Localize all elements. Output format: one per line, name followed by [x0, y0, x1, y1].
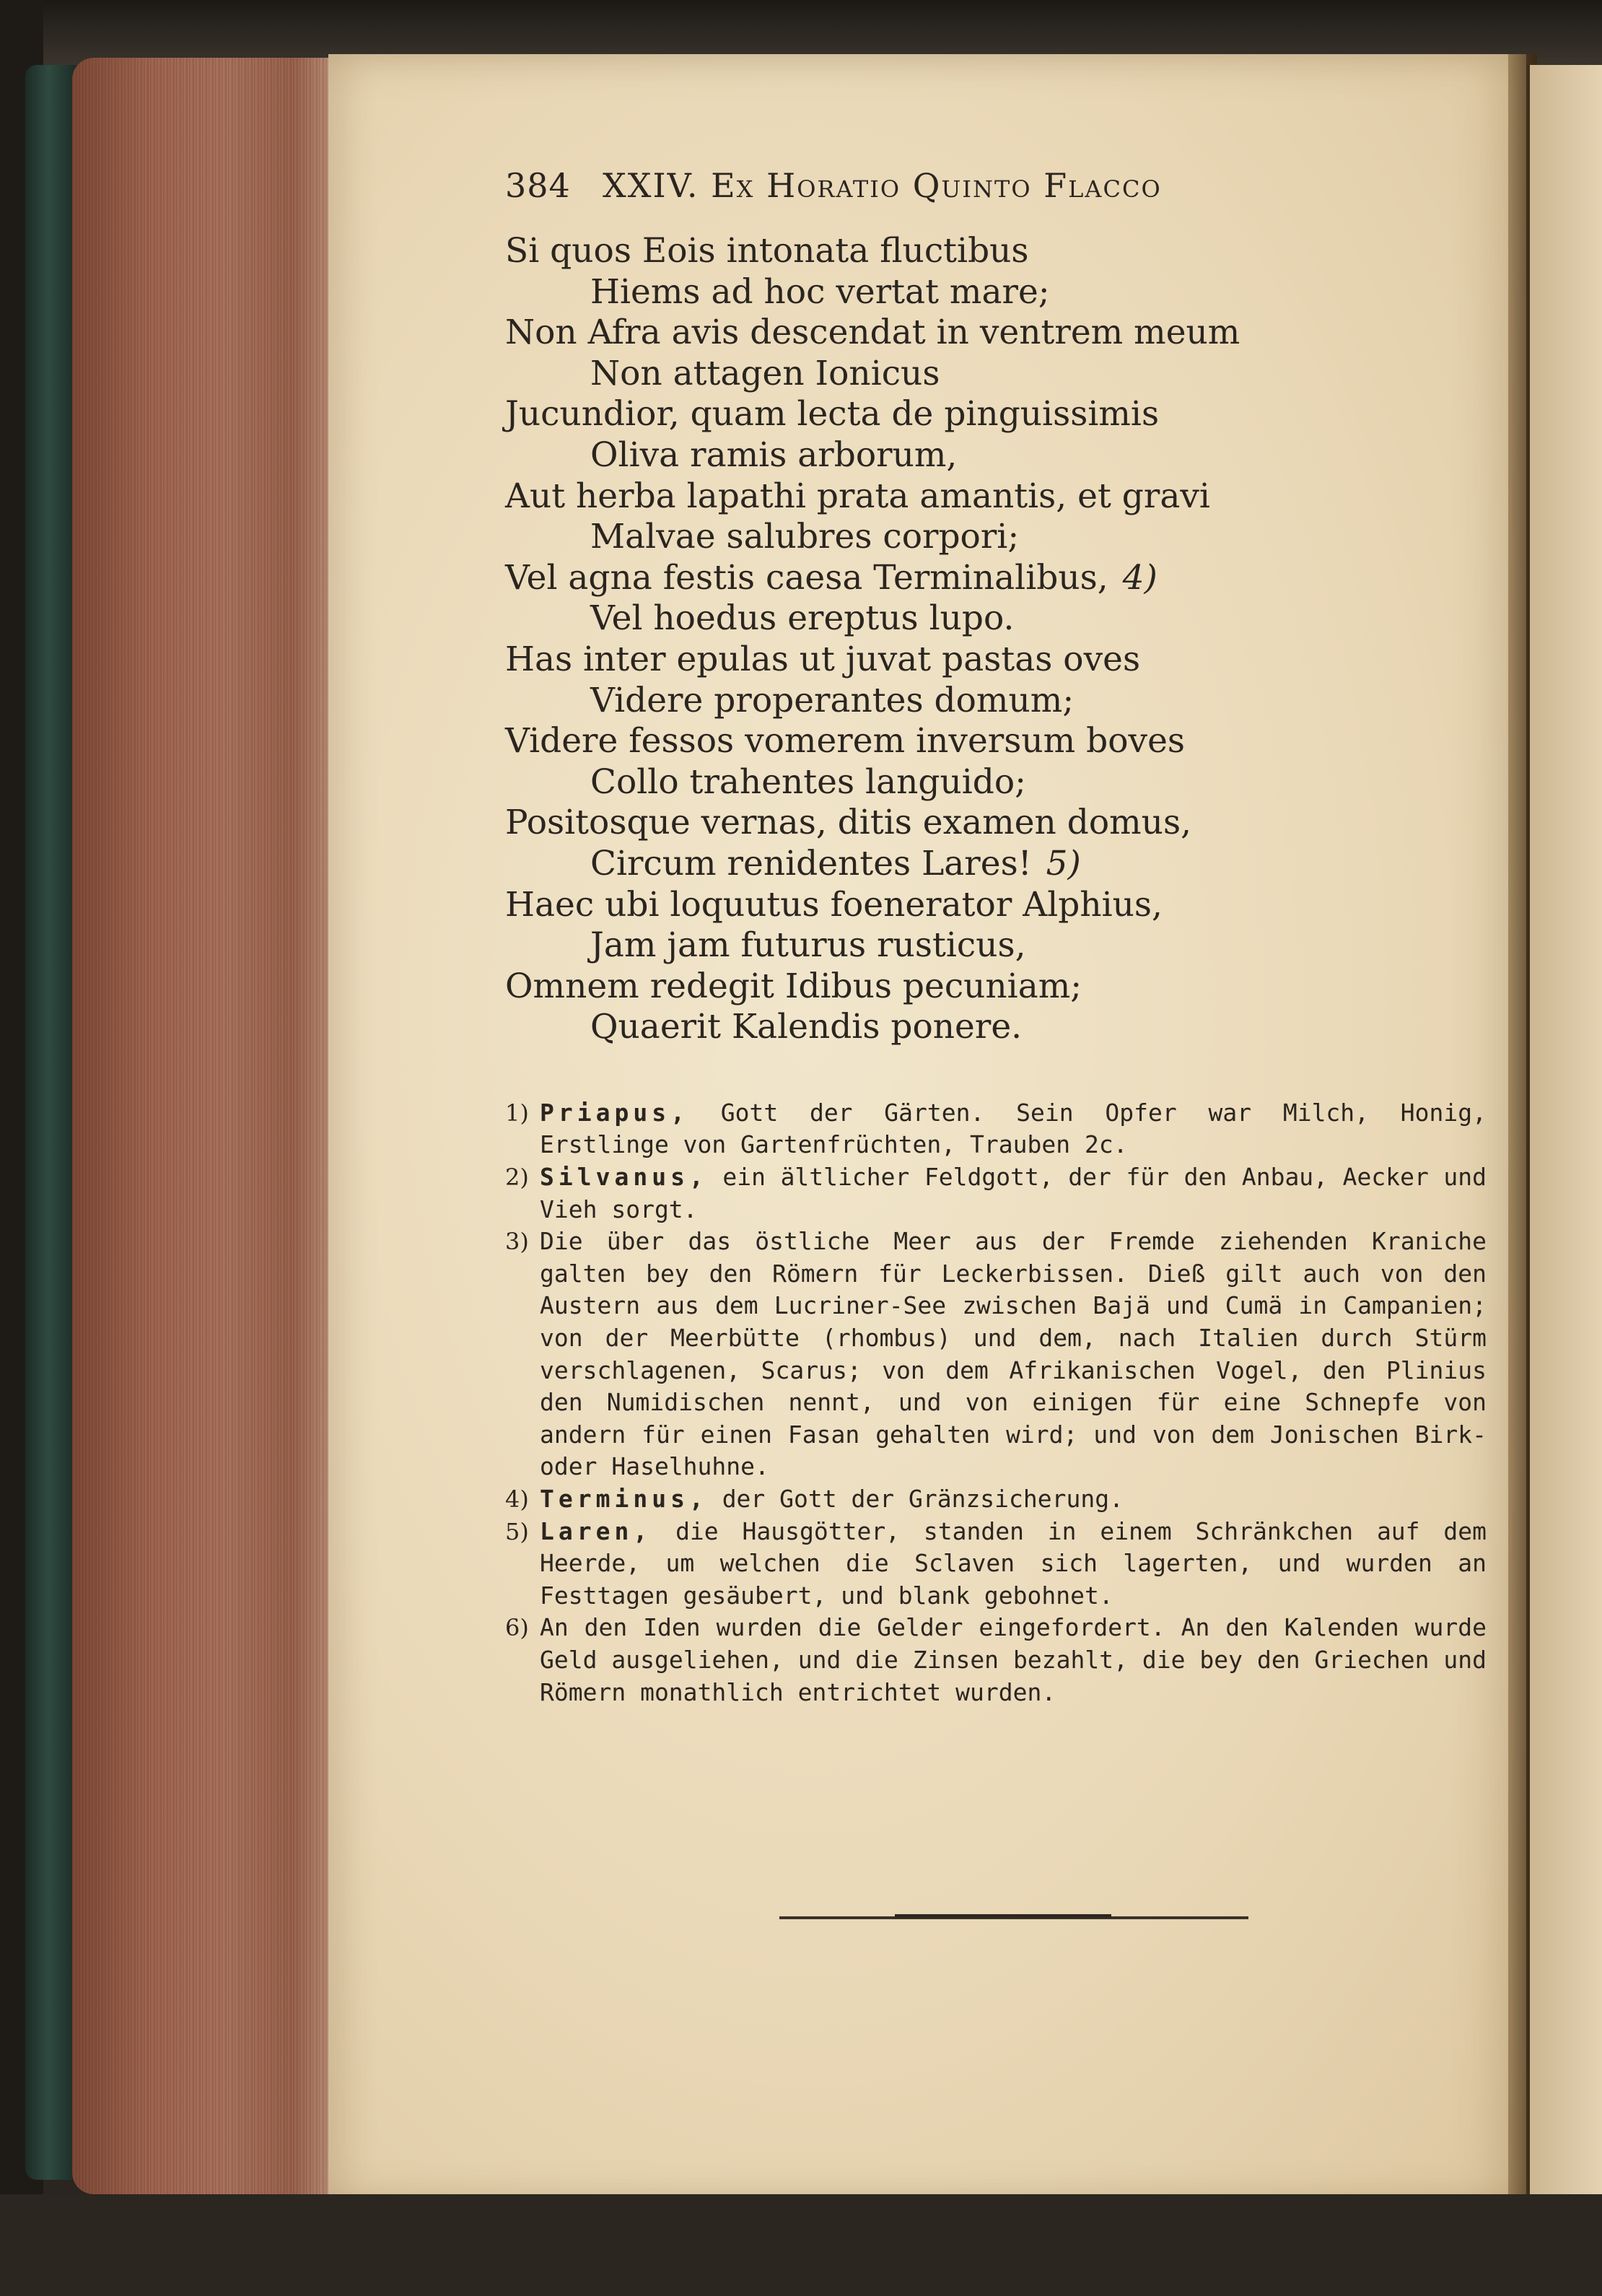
verse-line — [505, 272, 1487, 313]
footnote-term: Priapus, — [540, 1098, 689, 1127]
verse-line — [505, 476, 1487, 518]
verse-text: Aut herba lapathi prata amantis, et gravi — [505, 476, 1210, 516]
footnote — [505, 1161, 1487, 1226]
page-header — [505, 166, 1487, 224]
footnote-text: der Gott der Gränzsicherung. — [722, 1485, 1124, 1513]
footnote-number: 6) — [505, 1614, 529, 1642]
verse-line — [505, 354, 1487, 395]
footnote — [505, 1483, 1487, 1516]
verse-line — [505, 1007, 1487, 1048]
verse-text: Circum renidentes Lares! — [590, 843, 1032, 883]
footnote — [505, 1226, 1487, 1483]
footnote-term: Silvanus, — [540, 1163, 708, 1192]
footnote-text: An den Iden wurden die Gelder eingefordert. An den Kalenden wurde Geld ausgeliehen, und die Zinsen bezahlt, die bey den Griechen und Römern monathlich entrichtet wurden. — [540, 1613, 1487, 1706]
facing-page-edge — [1530, 65, 1602, 2201]
verse-line — [505, 313, 1487, 354]
poem — [505, 231, 1487, 1048]
verse-text: Jam jam futurus rusticus, — [590, 925, 1026, 966]
footnote — [505, 1097, 1487, 1161]
footnote-number: 1) — [505, 1099, 529, 1127]
verse-text: Jucundior, quam lecta de pinguissimis — [505, 394, 1160, 435]
footnote-number: 4) — [505, 1485, 529, 1513]
note-reference: 5) — [1046, 843, 1081, 883]
verse-text: Haec ubi loquutus foenerator Alphius, — [505, 884, 1163, 925]
verse-line — [505, 435, 1487, 476]
footnote-text: Gott der Gärten. Sein Opfer war Milch, Honig, Erstlinge von Gartenfrüchten, Trauben 2c. — [540, 1098, 1487, 1159]
footnote-term: Terminus, — [540, 1485, 708, 1513]
footnote — [505, 1612, 1487, 1708]
verse-line — [505, 885, 1487, 926]
verse-text: Vel agna festis caesa Terminalibus, — [505, 557, 1108, 598]
verse-text: Si quos Eois intonata fluctibus — [505, 231, 1029, 271]
page-fore-edge — [72, 58, 332, 2194]
verse-line — [505, 598, 1487, 640]
verse-line — [505, 966, 1487, 1008]
background-bottom — [0, 2194, 1602, 2296]
footnote-number: 2) — [505, 1164, 529, 1192]
verse-text: Videre fessos vomerem inversum boves — [505, 721, 1185, 761]
verse-line — [505, 681, 1487, 722]
verse-line — [505, 394, 1487, 435]
verse-text: Non Afra avis descendat in ventrem meum — [505, 313, 1240, 353]
verse-text: Collo trahentes languido; — [590, 761, 1026, 802]
footnote-text: die Hausgötter, standen in einem Schränkchen auf dem Heerde, um welchen die Sclaven sich lagerten, und wurden an Festtagen gesäubert, und blank gebohnet. — [540, 1516, 1487, 1610]
verse-text: Quaerit Kalendis ponere. — [590, 1007, 1023, 1047]
footnote-term: Laren, — [540, 1516, 652, 1545]
footnote-text: Die über das östliche Meer aus der Fremde ziehenden Kraniche galten bey den Römern für Leckerbissen. Dieß gilt auch von den Austern aus dem Lucriner-See zwischen Bajä und Cumä in Campanien; von der Meerbütte (rhombus) und dem, nach Italien durch Stürm verschlagenen, Scarus; von dem Afrikanischen Vogel, den Plinius den Numidischen nennt, und von einigen für eine Schnepfe von andern für einen Fasan gehalten wird; und von dem Jonischen Birk- oder Haselhuhne. — [540, 1227, 1487, 1481]
verse-text: Non attagen Ionicus — [590, 353, 940, 393]
verse-text: Videre properantes domum; — [590, 680, 1074, 720]
verse-line — [505, 231, 1487, 272]
footnotes — [505, 1097, 1487, 1708]
footnote-text: ein ältlicher Feldgott, der für den Anbau, Aecker und Vieh sorgt. — [540, 1163, 1487, 1223]
footnote-number: 5) — [505, 1517, 529, 1545]
note-reference: 4) — [1122, 557, 1157, 598]
verse-line — [505, 803, 1487, 844]
verse-line — [505, 640, 1487, 681]
end-rule-ornament — [895, 1914, 1111, 1918]
verse-text: Vel hoedus ereptus lupo. — [590, 598, 1015, 639]
verse-text: Omnem redegit Idibus pecuniam; — [505, 966, 1082, 1006]
page-content — [505, 166, 1487, 1708]
verse-text: Has inter epulas ut juvat pastas oves — [505, 639, 1141, 679]
verse-line — [505, 558, 1487, 599]
verse-line — [505, 517, 1487, 558]
verse-text: Oliva ramis arborum, — [590, 435, 958, 475]
verse-text: Malvae salubres corpori; — [590, 517, 1020, 557]
running-head: XXIV. Ex Horatio Quinto Flacco — [603, 166, 1162, 205]
footnote-number: 3) — [505, 1228, 529, 1256]
verse-line — [505, 721, 1487, 762]
page-number: 384 — [505, 166, 571, 205]
verse-line — [505, 844, 1487, 885]
verse-text: Hiems ad hoc vertat mare; — [590, 271, 1050, 312]
footnote — [505, 1516, 1487, 1612]
verse-line — [505, 762, 1487, 803]
verse-text: Positosque vernas, ditis examen domus, — [505, 803, 1192, 843]
verse-line — [505, 925, 1487, 966]
